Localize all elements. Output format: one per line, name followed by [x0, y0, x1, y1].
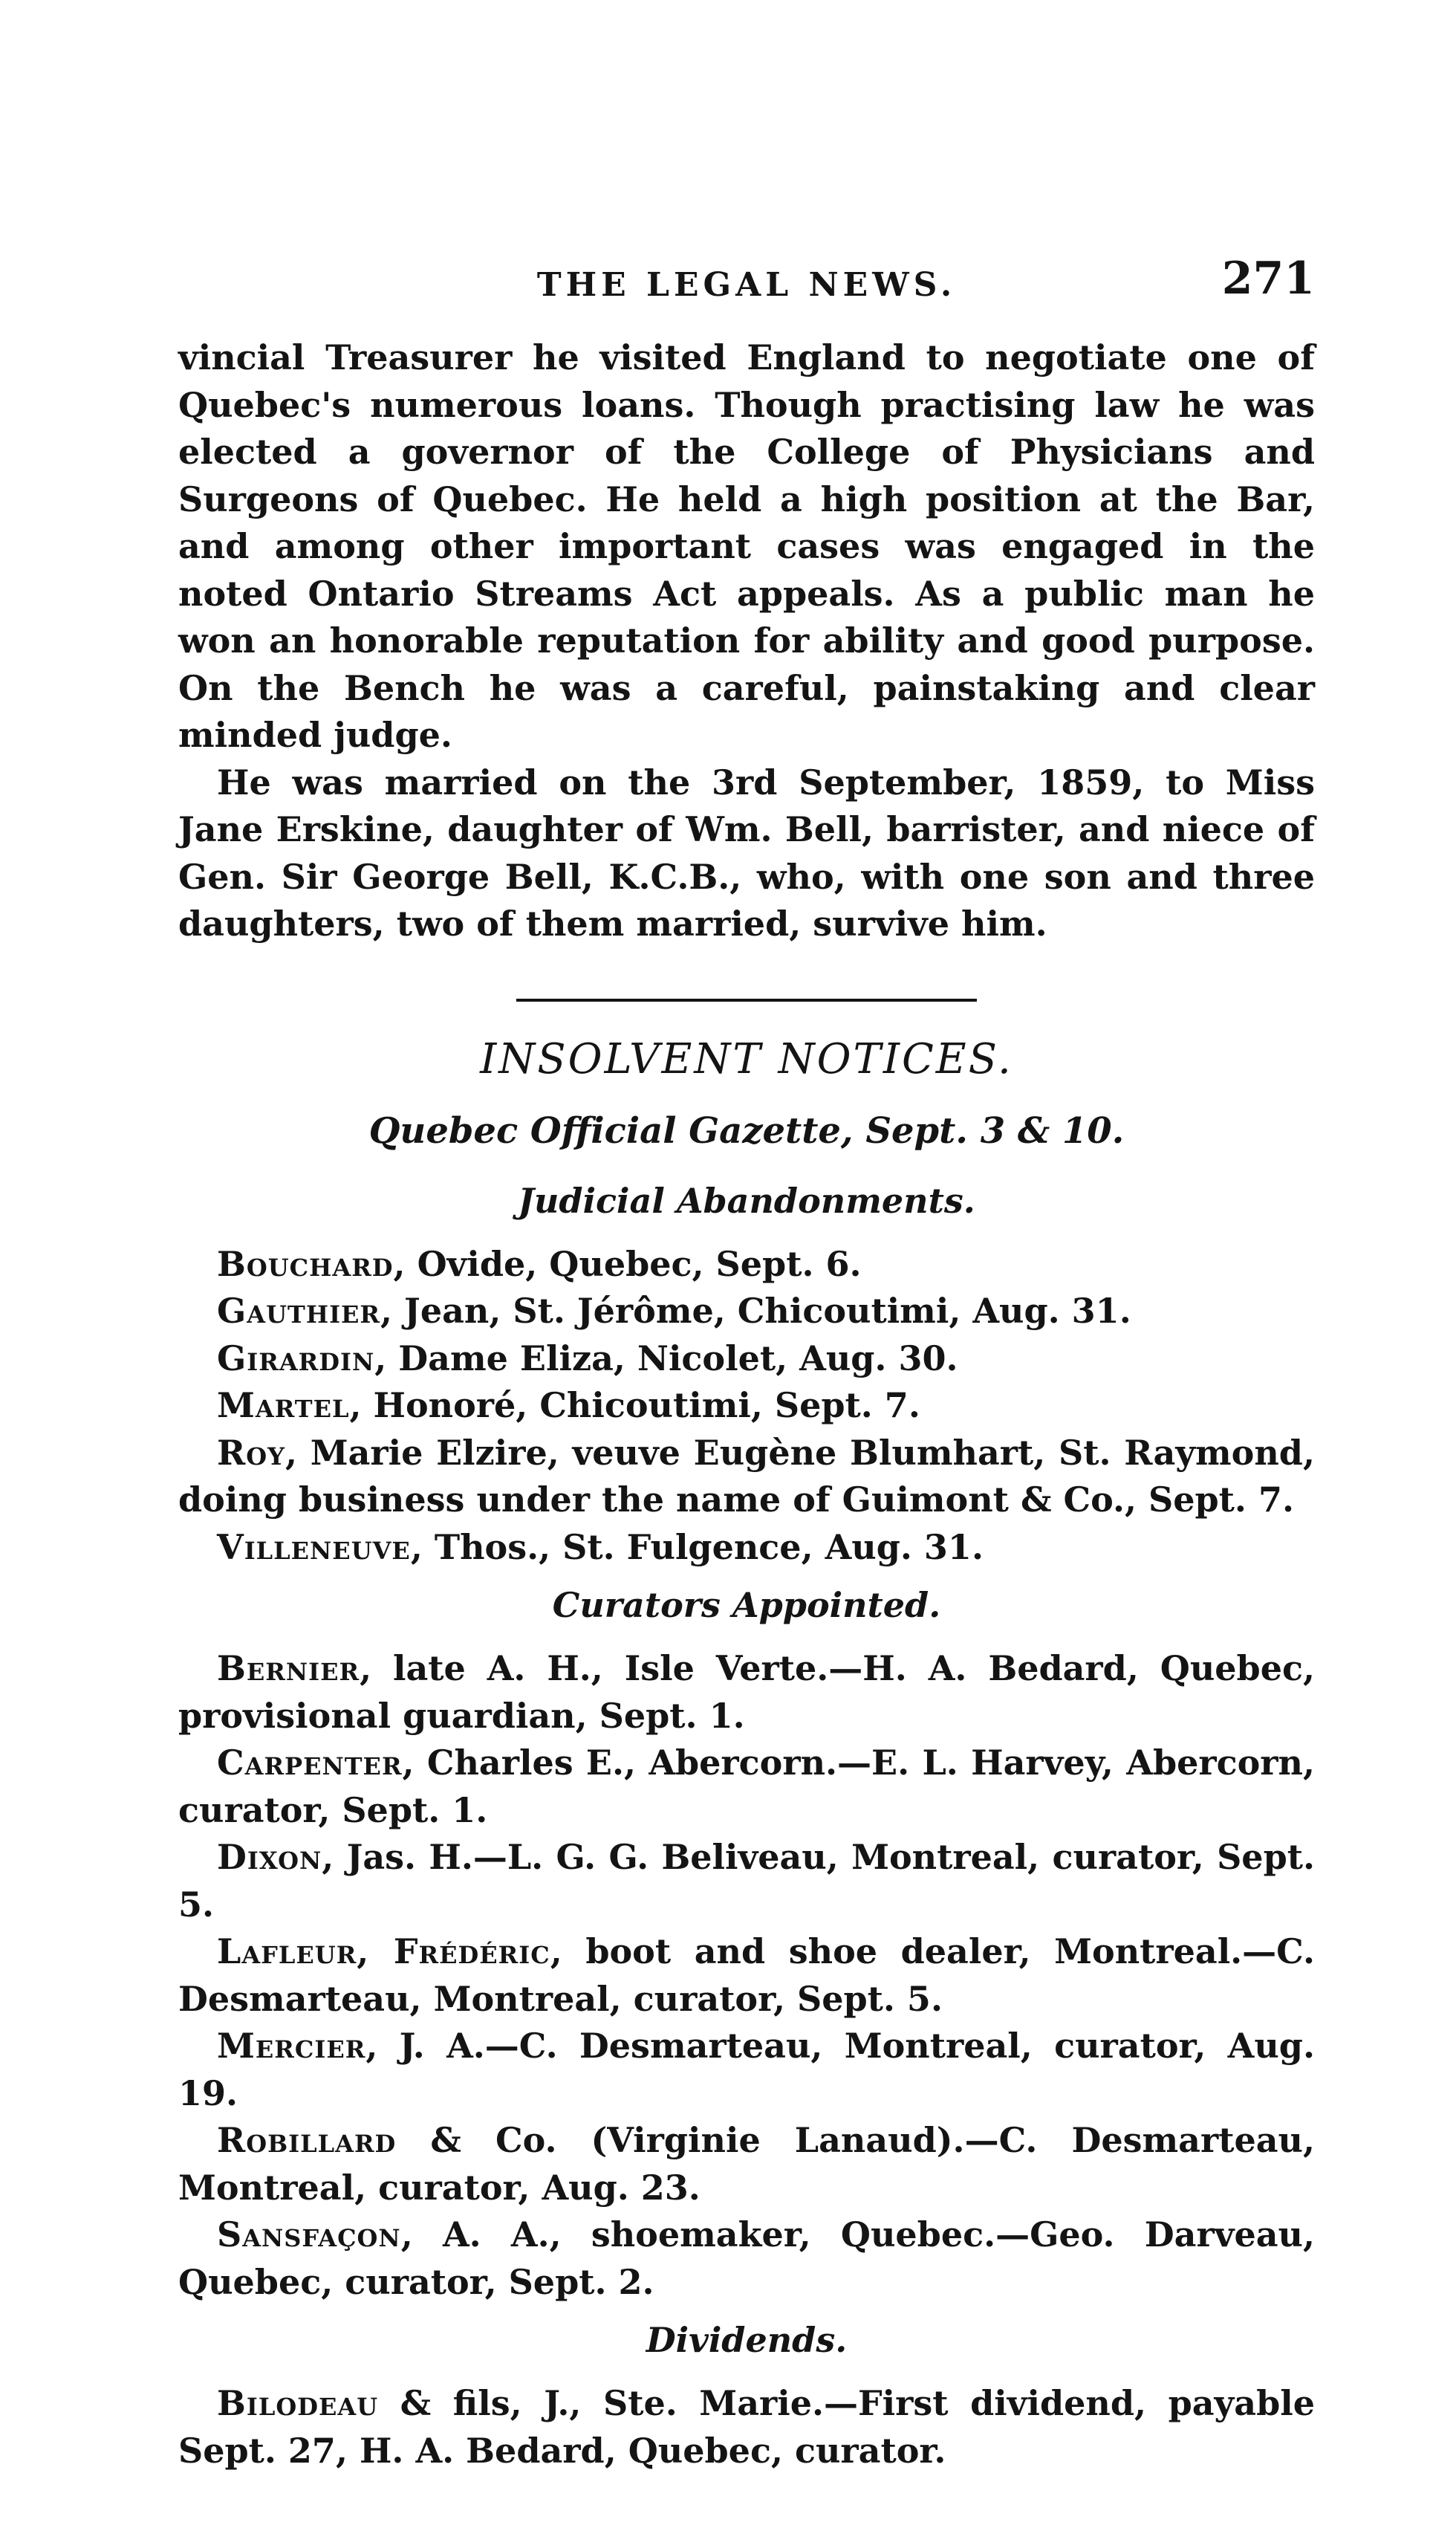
entry-text: & Co. (Virginie Lanaud).—C. Desmarteau, Montreal, curator, Aug. 23.	[178, 2120, 1315, 2208]
abandonments-list	[178, 1241, 1315, 1572]
running-head: THE LEGAL NEWS.	[536, 266, 957, 304]
entry-text: , Thos., St. Fulgence, Aug. 31.	[410, 1526, 984, 1567]
list-item	[178, 2023, 1315, 2117]
entry-name: Bouchard	[217, 1243, 394, 1284]
entry-name: Lafleur, Frédéric	[217, 1931, 550, 1971]
entry-name: Martel	[217, 1385, 350, 1425]
entry-name: Mercier	[217, 2026, 366, 2066]
entry-text: , Ovide, Quebec, Sept. 6.	[393, 1243, 862, 1284]
list-item	[178, 1430, 1315, 1524]
entry-name: Villeneuve	[217, 1526, 411, 1567]
section-divider	[516, 999, 977, 1002]
list-item	[178, 2380, 1315, 2474]
list-item	[178, 1645, 1315, 1740]
list-item	[178, 1834, 1315, 1928]
list-item	[178, 1740, 1315, 1834]
notices-title: INSOLVENT NOTICES.	[480, 1034, 1013, 1083]
dividends-list	[178, 2380, 1315, 2474]
entry-text: , Dame Eliza, Nicolet, Aug. 30.	[374, 1338, 958, 1378]
entry-text: , Jas. H.—L. G. G. Beliveau, Montreal, curator, Sept. 5.	[178, 1837, 1315, 1925]
entry-text: & fils, J., Ste. Marie.—First dividend, payable Sept. 27, H. A. Bedard, Quebec, curator.	[178, 2383, 1315, 2471]
entry-name: Robillard	[217, 2120, 397, 2160]
curators-list	[178, 1645, 1315, 2306]
entry-name: Bilodeau	[217, 2383, 379, 2423]
entry-name: Roy	[217, 1432, 285, 1473]
body-text	[178, 334, 1315, 2474]
article-paragraph-1: vincial Treasurer he visited England to negotiate one of Quebec's numerous loans. Though practising law he was elected a governor of the College of Physicians and Surgeons of Quebec. He held a high position at the Bar, and among other important cases was engaged in the noted Ontario Streams Act appeals. As a public man he won an honorable reputation for ability and good purpose. On the Bench he was a careful, painstaking and clear minded judge.	[178, 337, 1315, 755]
list-item	[178, 1382, 1315, 1430]
entry-name: Sansfaçon	[217, 2214, 401, 2255]
entry-text: , late A. H., Isle Verte.—H. A. Bedard, Quebec, provisional guardian, Sept. 1.	[178, 1648, 1315, 1736]
entry-text: , Marie Elzire, veuve Eugène Blumhart, St. Raymond, doing business under the name of Guimont & Co., Sept. 7.	[178, 1432, 1315, 1520]
entry-name: Dixon	[217, 1837, 322, 1877]
entry-name: Bernier	[217, 1648, 360, 1688]
list-item	[178, 2211, 1315, 2306]
entry-text: , Charles E., Abercorn.—E. L. Harvey, Abercorn, curator, Sept. 1.	[178, 1743, 1315, 1830]
entry-name: Gauthier	[217, 1291, 381, 1331]
entry-text: , Jean, St. Jérôme, Chicoutimi, Aug. 31.	[380, 1291, 1131, 1331]
list-item	[178, 1288, 1315, 1335]
entry-text: , Honoré, Chicoutimi, Sept. 7.	[349, 1385, 920, 1425]
entry-text: , boot and shoe dealer, Montreal.—C. Desmarteau, Montreal, curator, Sept. 5.	[178, 1931, 1316, 2019]
entry-name: Girardin	[217, 1338, 375, 1378]
entry-name: Carpenter	[217, 1743, 403, 1783]
section-heading-curators-appointed: Curators Appointed.	[552, 1585, 941, 1625]
gazette-line: Quebec Official Gazette, Sept. 3 & 10.	[368, 1109, 1125, 1152]
list-item	[178, 1241, 1315, 1289]
entry-text: , A. A., shoemaker, Quebec.—Geo. Darveau, Quebec, curator, Sept. 2.	[178, 2214, 1315, 2302]
entry-text: , J. A.—C. Desmarteau, Montreal, curator, Aug. 19.	[178, 2026, 1315, 2113]
section-heading-dividends: Dividends.	[646, 2320, 848, 2360]
page-header	[178, 253, 1315, 312]
list-item	[178, 2117, 1315, 2211]
article-paragraph-2: He was married on the 3rd September, 1859, to Miss Jane Erskine, daughter of Wm. Bell, barrister, and niece of Gen. Sir George Bell, K.C.B., who, with one son and three daughters, two of them married, survive him.	[178, 762, 1315, 944]
list-item	[178, 1524, 1315, 1572]
page-number: 271	[1221, 253, 1315, 305]
list-item	[178, 1928, 1315, 2023]
section-heading-judicial-abandonments: Judicial Abandonments.	[518, 1180, 975, 1221]
list-item	[178, 1335, 1315, 1383]
